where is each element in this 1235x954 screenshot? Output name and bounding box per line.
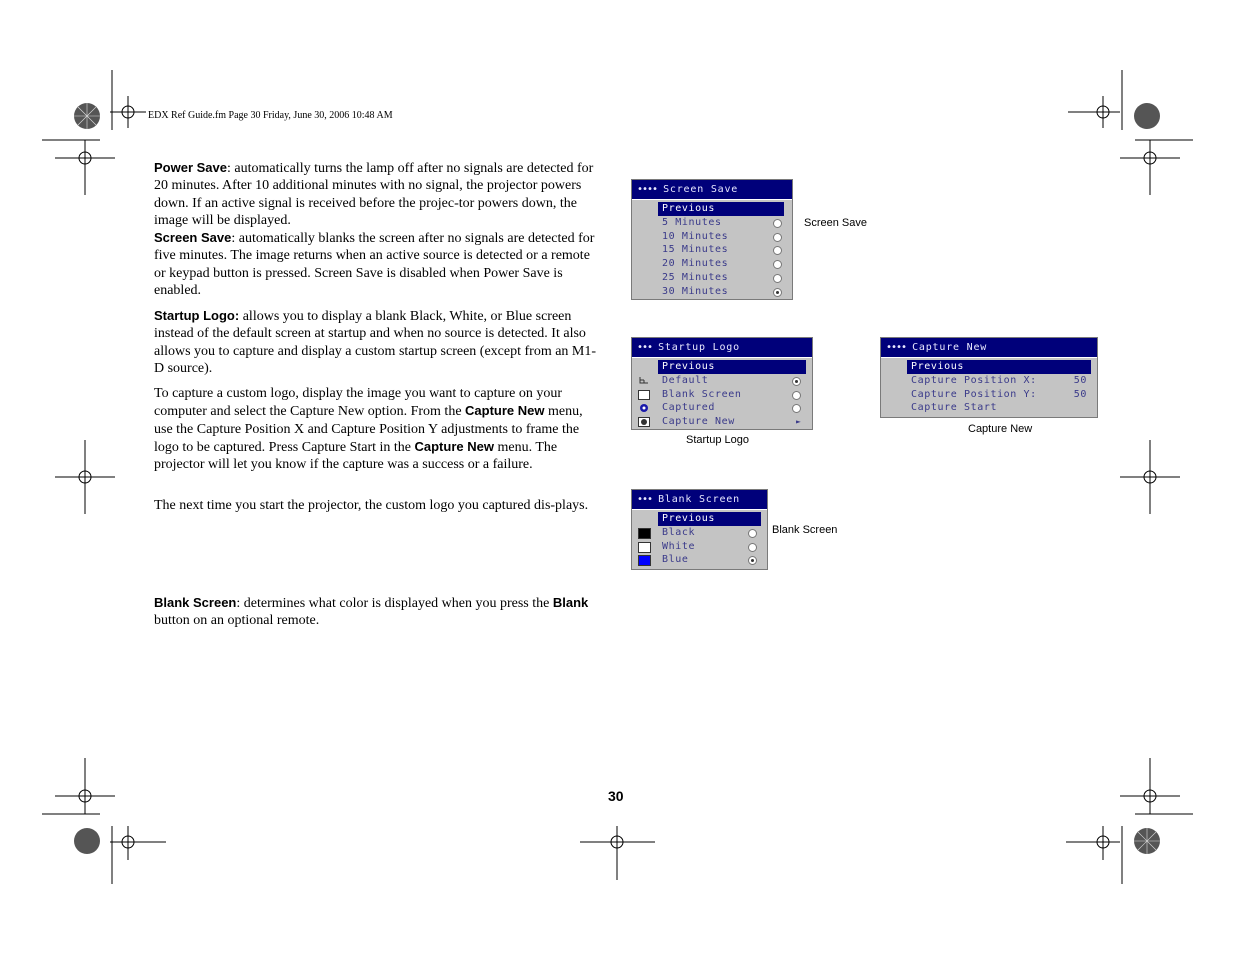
- blank-screen-icon: [638, 390, 650, 400]
- startup-logo-term: Startup Logo:: [154, 308, 240, 323]
- radio-button[interactable]: [748, 543, 757, 552]
- menu-title-bar: [881, 338, 1097, 358]
- next-time-paragraph: The next time you start the projector, the custom logo you captured dis-plays.: [154, 498, 589, 513]
- power-save-term: Power Save: [154, 160, 227, 175]
- capture-new-icon: [638, 417, 650, 427]
- radio-button-selected[interactable]: [748, 556, 757, 565]
- capture-new-menu: [880, 337, 1098, 418]
- menu-item-previous[interactable]: Previous: [632, 512, 767, 526]
- captured-logo-icon: [638, 403, 650, 413]
- capture-new-caption: Capture New: [968, 423, 1033, 435]
- menu-item-previous[interactable]: Previous: [632, 360, 812, 374]
- capture-new-term-1: Capture New: [465, 403, 545, 419]
- radio-button-selected[interactable]: [792, 377, 801, 386]
- radio-button[interactable]: [773, 233, 782, 242]
- screen-save-term: Screen Save: [154, 230, 232, 245]
- menu-item-previous[interactable]: Previous: [881, 360, 1097, 374]
- menu-item-blank-screen[interactable]: Blank Screen: [632, 388, 812, 402]
- network-icon: [638, 376, 650, 386]
- blank-term: Blank: [552, 595, 589, 610]
- menu-item-capture-position-y[interactable]: Capture Position Y: 50: [911, 388, 1087, 400]
- menu-title-bar: [632, 490, 767, 510]
- blank-screen-text-2: button on an optional remote.: [154, 613, 320, 629]
- menu-title: Blank Screen: [658, 494, 740, 505]
- startup-logo-menu: [631, 337, 813, 430]
- power-save-text: : automatically turns the lamp off after no signals are detected for 20 minutes. After 10 additional minutes with no signal, the projector powers down. If an active signal is received before the projec-tor powers down, the image will be displayed.: [154, 161, 594, 228]
- menu-dots-icon: •••: [637, 342, 653, 353]
- menu-item-5-minutes[interactable]: 5 Minutes: [632, 216, 792, 230]
- screen-save-text: : automatically blanks the screen after no signals are detected for five minutes. The image returns when an active source is detected or a remote or keypad button is pressed. Screen Save is disabled when Power Save is enabled.: [154, 231, 595, 298]
- blank-screen-term: Blank Screen: [154, 595, 237, 610]
- radio-button-selected[interactable]: [773, 288, 782, 297]
- menu-title: Capture New: [912, 342, 988, 353]
- menu-item-20-minutes[interactable]: 20 Minutes: [632, 257, 792, 271]
- menu-item-default[interactable]: Default: [632, 374, 812, 388]
- capture-position-y-value: 50: [1073, 388, 1087, 400]
- screen-save-paragraph: [154, 229, 604, 299]
- menu-item-capture-start[interactable]: Capture Start: [911, 402, 998, 414]
- menu-item-black[interactable]: Black: [632, 526, 767, 540]
- screen-save-caption: Screen Save: [804, 217, 867, 229]
- startup-logo-paragraph: [154, 307, 604, 377]
- radio-button[interactable]: [748, 529, 757, 538]
- blank-screen-paragraph: [154, 594, 604, 630]
- menu-title-bar: [632, 338, 812, 358]
- radio-button[interactable]: [792, 404, 801, 413]
- menu-item-30-minutes[interactable]: 30 Minutes: [632, 285, 792, 299]
- menu-title: Screen Save: [663, 184, 739, 195]
- white-swatch-icon: [638, 542, 651, 553]
- menu-item-25-minutes[interactable]: 25 Minutes: [632, 271, 792, 285]
- menu-item-captured[interactable]: Captured: [632, 401, 812, 415]
- blank-screen-menu: [631, 489, 768, 570]
- submenu-arrow-icon: ►: [796, 417, 802, 427]
- startup-logo-caption: Startup Logo: [686, 434, 749, 446]
- radio-button[interactable]: [773, 274, 782, 283]
- menu-item-capture-position-x[interactable]: Capture Position X: 50: [911, 374, 1087, 386]
- menu-dots-icon: ••••: [886, 342, 907, 353]
- capture-position-x-value: 50: [1073, 374, 1087, 386]
- menu-title-bar: [632, 180, 792, 200]
- startup-logo-text: allows you to display a blank Black, White, or Blue screen instead of the default screen at startup and when no source is detected. It also allows you to capture and display a custom startup screen (except from an M1-D source).: [154, 309, 597, 376]
- blank-screen-caption: Blank Screen: [772, 524, 838, 536]
- menu-item-10-minutes[interactable]: 10 Minutes: [632, 230, 792, 244]
- capture-paragraph: [154, 385, 604, 473]
- screen-save-menu: [631, 179, 793, 300]
- page-header: EDX Ref Guide.fm Page 30 Friday, June 30, 2006 10:48 AM: [148, 110, 393, 121]
- radio-button[interactable]: [773, 246, 782, 255]
- capture-text-1: To capture a custom logo, display the image you want to capture on your computer and select the Capture New option. From the: [154, 386, 563, 420]
- menu-item-15-minutes[interactable]: 15 Minutes: [632, 243, 792, 257]
- page-number: 30: [608, 788, 624, 804]
- menu-item-capture-new[interactable]: Capture New ►: [632, 415, 812, 429]
- menu-item-previous[interactable]: Previous: [632, 202, 792, 216]
- menu-item-white[interactable]: White: [632, 540, 767, 554]
- black-swatch-icon: [638, 528, 651, 539]
- power-save-paragraph: [154, 159, 604, 229]
- capture-new-term-2: Capture New: [414, 438, 494, 454]
- capture-text-3: menu. The projector will let you know if the capture was a success or a failure.: [154, 439, 558, 473]
- menu-dots-icon: ••••: [637, 184, 658, 195]
- menu-title: Startup Logo: [658, 342, 740, 353]
- blue-swatch-icon: [638, 555, 651, 566]
- menu-dots-icon: •••: [637, 494, 653, 505]
- radio-button[interactable]: [792, 391, 801, 400]
- menu-item-blue[interactable]: Blue: [632, 553, 767, 567]
- radio-button[interactable]: [773, 219, 782, 228]
- capture-text-2: menu, use the Capture Position X and Capture Position Y adjustments to frame the logo to be captured. Press Capture Start in the: [154, 404, 583, 455]
- radio-button[interactable]: [773, 260, 782, 269]
- blank-screen-text: : determines what color is displayed when you press the: [236, 596, 553, 611]
